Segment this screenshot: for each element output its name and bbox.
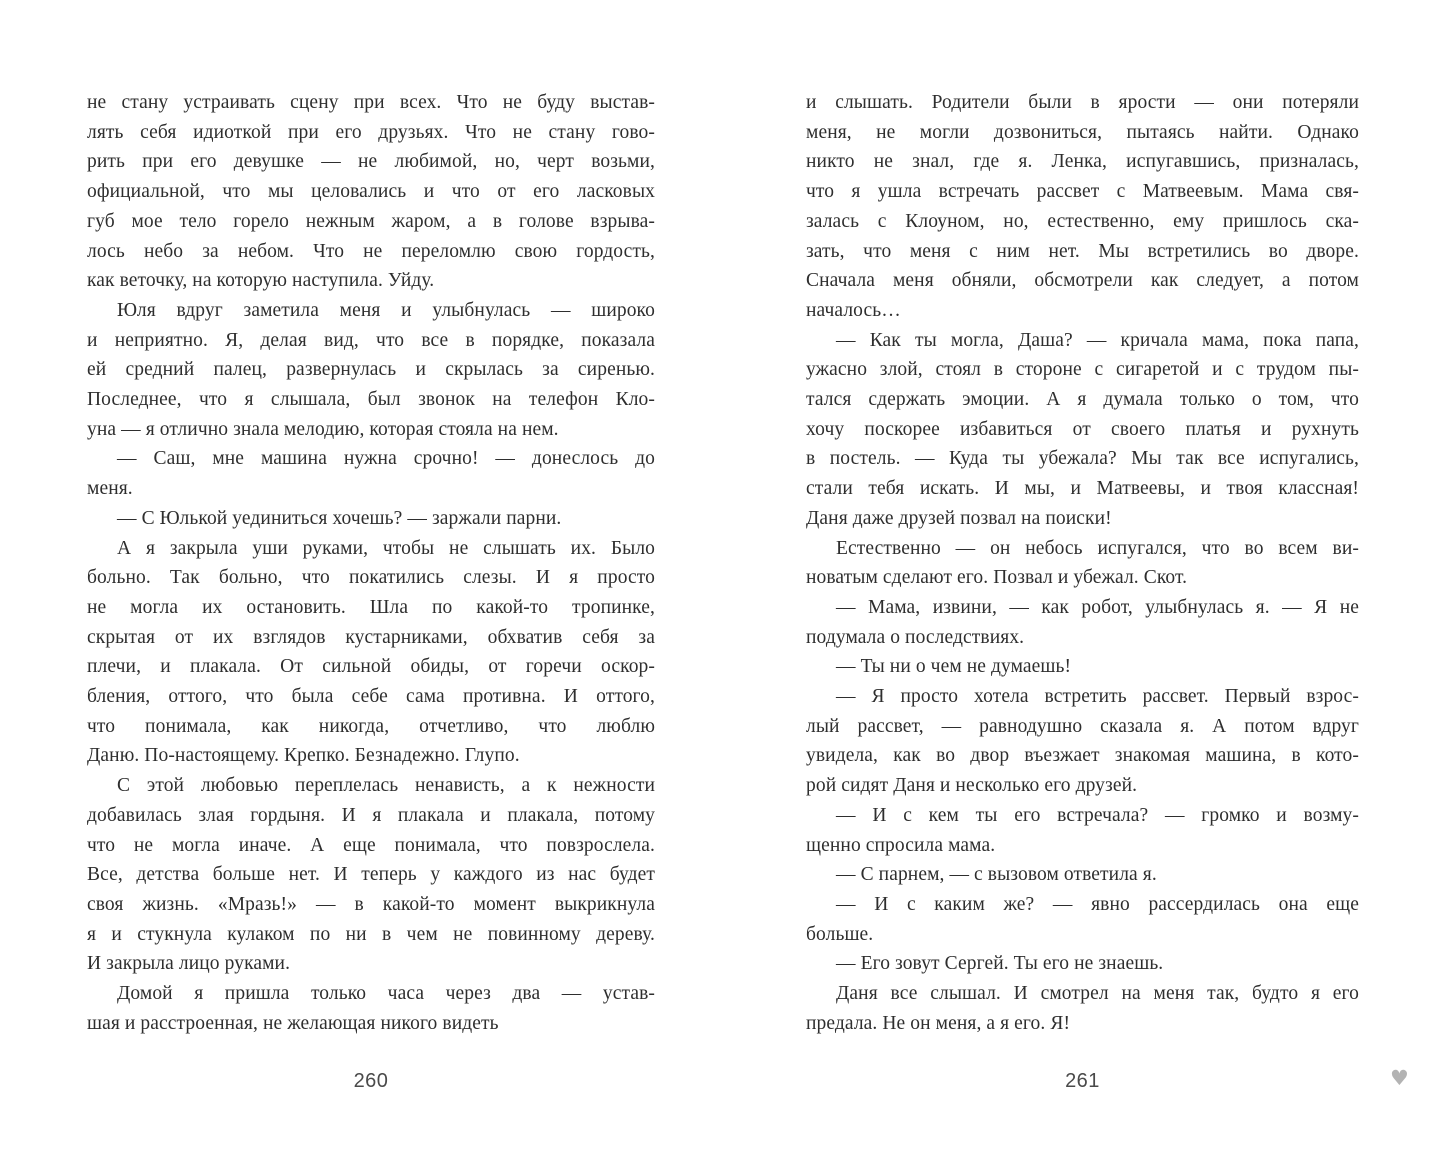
text-line: меня. [87,478,133,500]
text-line: лять себя идиоткой при его друзьях. Что не стану гово- [87,121,655,143]
text-line: — И с каким же? — явно рассердилась она еще [836,893,1359,915]
text-line: я и стукнула кулаком по ни в чем не повинному дереву. [87,923,655,945]
text-line: Все, детства больше нет. И теперь у каждого из нас будет [87,864,655,886]
text-line: губ мое тело горело нежным жаром, а в голове взрыва- [87,210,655,232]
page-number-left: 260 [353,1070,389,1092]
text-line: добавилась злая гордыня. И я плакала и плакала, потому [87,804,655,826]
text-line: — Ты ни о чем не думаешь! [836,656,1072,678]
text-line: официальной, что мы целовались и что от его ласковых [87,181,655,203]
text-line: Даня даже друзей позвал на поиски! [806,507,1112,529]
text-line: рой сидят Даня и несколько его друзей. [806,775,1138,797]
text-line: в постель. — Куда ты убежала? Мы так все испугались, [806,448,1359,470]
text-line: Сначала меня обняли, обсмотрели как следует, а потом [806,270,1359,292]
text-line: Даня все слышал. И смотрел на меня так, будто я его [836,983,1359,1005]
text-line: увидела, как во двор въезжает знакомая машина, в кото- [806,745,1359,767]
text-line: никто не знал, где я. Ленка, испугавшись, призналась, [806,151,1359,173]
text-line: залась с Клоуном, но, естественно, ему пришлось ска- [806,210,1359,232]
text-line: не могла их остановить. Шла по какой-то тропинке, [87,596,655,618]
text-line: зать, что меня с ним нет. Мы встретились во дворе. [806,240,1359,262]
text-line: больно. Так больно, что покатились слезы. И я просто [87,567,655,589]
text-line: лось небо за небом. Что не переломлю свою гордость, [87,240,655,262]
text-line: — С Юлькой уединиться хочешь? — заржали парни. [117,507,562,529]
text-line: Домой я пришла только часа через два — устав- [117,983,655,1005]
text-line: А я закрыла уши руками, чтобы не слышать их. Было [117,537,655,559]
text-line: что я ушла встречать рассвет с Матвеевым. Мама свя- [806,181,1359,203]
text-line: меня, не могли дозвониться, пытаясь найти. Однако [806,121,1359,143]
text-line: бления, оттого, что была себе сама противна. И оттого, [87,686,655,708]
text-line: щенно спросила мама. [806,834,996,856]
text-line: новатым сделают его. Позвал и убежал. Скот. [806,567,1188,589]
text-line: своя жизнь. «Мразь!» — в какой-то момент выкрикнула [87,893,655,915]
heart-icon[interactable]: ♥ [1390,1066,1409,1090]
text-line: скрытая от их взглядов кустарниками, обхватив себя за [87,626,655,648]
text-line: И закрыла лицо руками. [87,953,291,975]
page-number-right: 261 [1065,1070,1100,1092]
page-text-left [87,88,655,1039]
text-line: стали тебя искать. И мы, и Матвеевы, и твоя классная! [806,478,1359,500]
text-line: — Его зовут Сергей. Ты его не знаешь. [836,953,1164,975]
text-line: плечи, и плакала. От сильной обиды, от горечи оскор- [87,656,655,678]
text-line: — И с кем ты его встречала? — громко и возму- [836,804,1359,826]
text-line: что понимала, как никогда, отчетливо, что люблю [87,715,655,737]
text-line: тался сдержать эмоции. А я думала только о том, что [806,389,1359,411]
text-line: — Мама, извини, — как робот, улыбнулась я. — Я не [836,596,1359,618]
text-line: началось… [806,299,901,321]
text-line: — Я просто хотела встретить рассвет. Первый взрос- [836,686,1359,708]
text-line: шая и расстроенная, не желающая никого видеть [87,1012,499,1034]
text-line: Даню. По-настоящему. Крепко. Безнадежно. Глупо. [87,745,520,767]
text-line: больше. [806,923,874,945]
text-line: Юля вдруг заметила меня и улыбнулась — широко [117,299,655,321]
text-line: хочу поскорее избавиться от своего платья и рухнуть [806,418,1359,440]
text-line: предала. Не он меня, а я его. Я! [806,1012,1071,1034]
text-line: как веточку, на которую наступила. Уйду. [87,270,435,292]
text-line: уна — я отлично знала мелодию, которая стояла на нем. [87,418,559,440]
text-line: не стану устраивать сцену при всех. Что не буду выстав- [87,92,655,113]
text-line: Последнее, что я слышала, был звонок на телефон Кло- [87,389,655,411]
text-line: рить при его девушке — не любимой, но, черт возьми, [87,151,655,173]
text-line: — С парнем, — с вызовом ответила я. [836,864,1157,886]
page-text-right [806,88,1359,1039]
text-line: лый рассвет, — равнодушно сказала я. А потом вдруг [806,715,1359,737]
text-line: ей средний палец, развернулась и скрылась за сиренью. [87,359,655,381]
text-line: — Саш, мне машина нужна срочно! — донеслось до [117,448,655,470]
text-line: и слышать. Родители были в ярости — они потеряли [806,92,1359,113]
text-line: Естественно — он небось испугался, что во всем ви- [836,537,1359,559]
text-line: и неприятно. Я, делая вид, что все в порядке, показала [87,329,655,351]
text-line: что не могла иначе. А еще понимала, что повзрослела. [87,834,655,856]
text-line: ужасно злой, стоял в стороне с сигаретой и с трудом пы- [806,359,1359,381]
text-line: — Как ты могла, Даша? — кричала мама, пока папа, [836,329,1359,351]
text-line: С этой любовью переплелась ненависть, а к нежности [117,775,655,797]
text-line: подумала о последствиях. [806,626,1025,648]
